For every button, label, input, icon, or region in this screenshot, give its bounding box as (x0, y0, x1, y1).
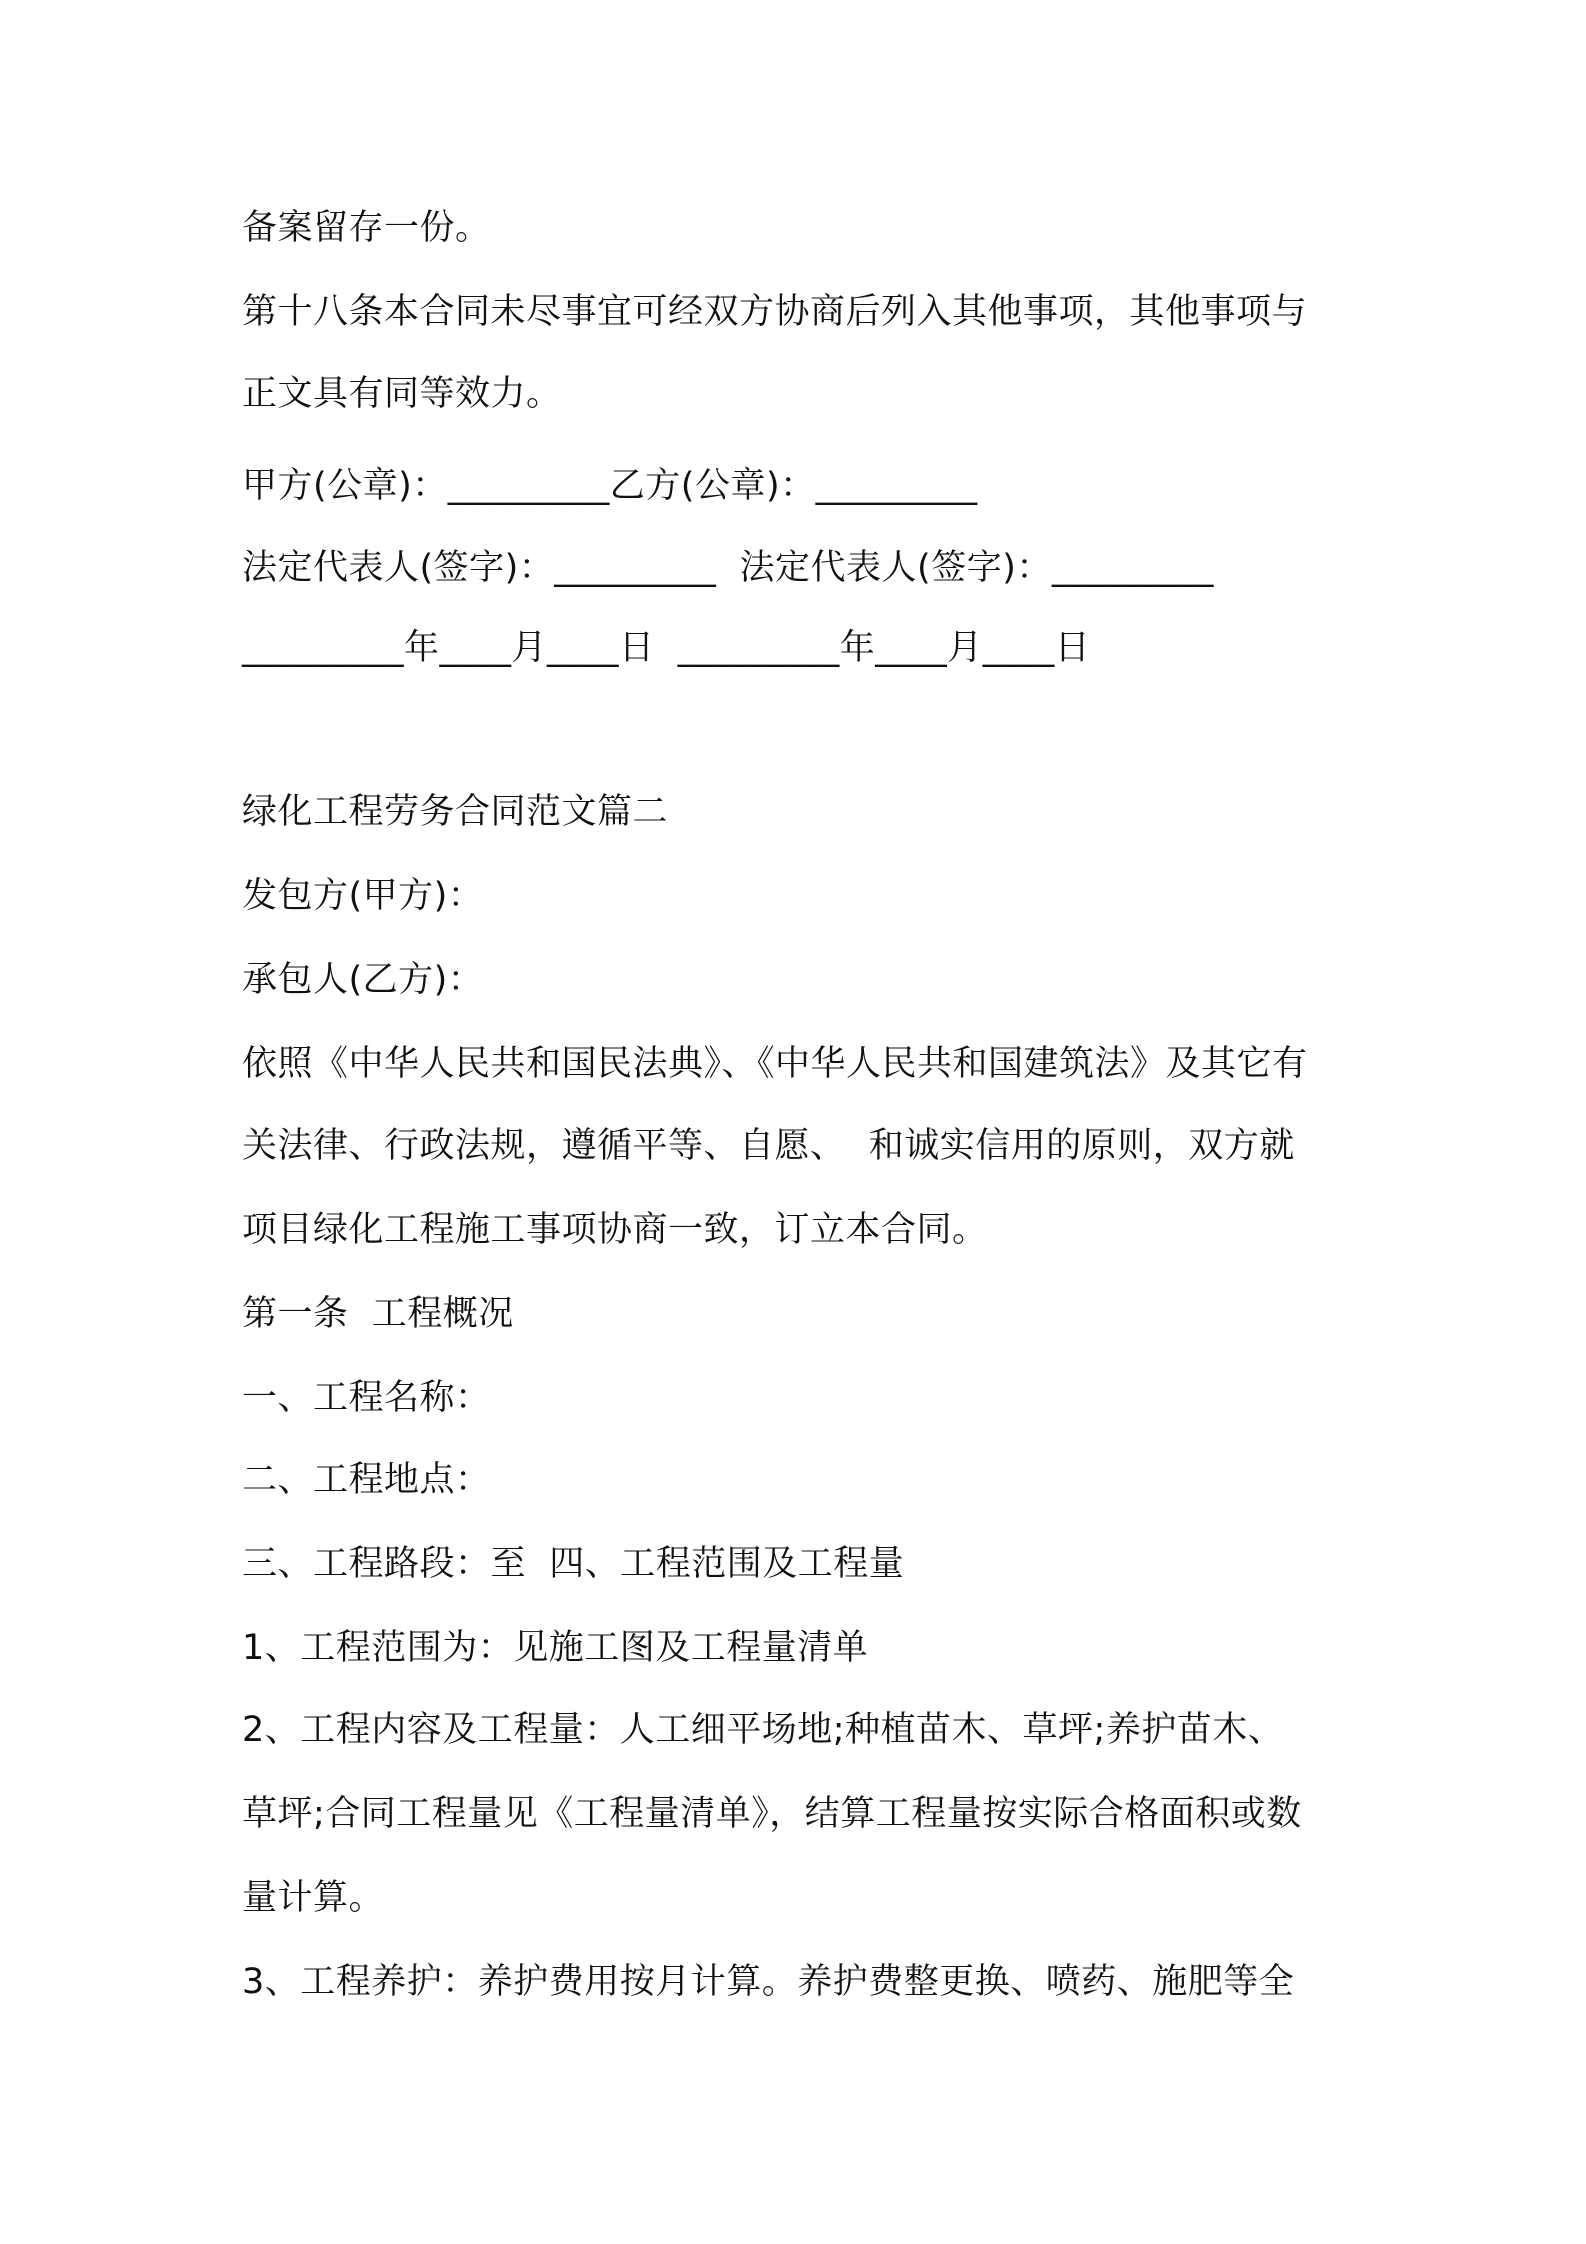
text-line-content-1: 2、工程内容及工程量：人工细平场地;种植苗木、草坪;养护苗木、 (242, 1710, 1284, 1750)
text-line-project-location: 二、工程地点： (242, 1460, 491, 1500)
text-line-article-18: 第十八条本合同未尽事宜可经双方协商后列入其他事项，其他事项与 (242, 292, 1308, 332)
article-1-heading: 第一条 工程概况 (242, 1294, 514, 1334)
text-line-scope: 1、工程范围为：见施工图及工程量清单 (242, 1628, 869, 1668)
text-line-party-b: 承包人(乙方)： (242, 960, 484, 1000)
text-line-equal-effect: 正文具有同等效力。 (242, 374, 562, 414)
signature-line-representatives: 法定代表人(签字)：_________ 法定代表人(签字)：_________ (242, 548, 1214, 588)
text-line-content-2: 草坪;合同工程量见《工程量清单》，结算工程量按实际合格面积或数 (242, 1794, 1302, 1834)
text-line-maintenance: 3、工程养护：养护费用按月计算。养护费整更换、喷药、施肥等全 (242, 1962, 1295, 2002)
signature-line-dates: _________年____月____日 _________年____月____日 (242, 628, 1091, 668)
text-line-party-a: 发包方(甲方)： (242, 876, 484, 916)
text-line-content-3: 量计算。 (242, 1878, 385, 1918)
text-line-filing-copy: 备案留存一份。 (242, 208, 491, 248)
signature-line-seals: 甲方(公章)：_________乙方(公章)：_________ (242, 466, 978, 506)
text-line-legal-basis-2: 关法律、行政法规，遵循平等、自愿、 和诚实信用的原则，双方就 (242, 1126, 1295, 1166)
text-line-project-name: 一、工程名称： (242, 1378, 491, 1418)
section-title: 绿化工程劳务合同范文篇二 (242, 792, 669, 832)
text-line-legal-basis-3: 项目绿化工程施工事项协商一致，订立本合同。 (242, 1210, 988, 1250)
text-line-legal-basis-1: 依照《中华人民共和国民法典》、《中华人民共和国建筑法》及其它有 (242, 1044, 1308, 1084)
text-line-project-section: 三、工程路段：至 四、工程范围及工程量 (242, 1544, 905, 1584)
